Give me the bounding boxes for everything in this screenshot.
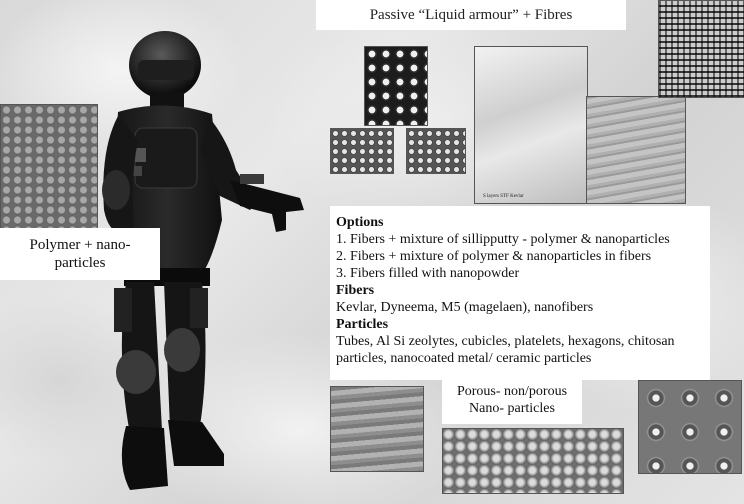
fibre-sem-image bbox=[586, 96, 686, 204]
woven-fabric-image bbox=[658, 0, 744, 98]
polymer-nanoparticles-label: Polymer + nano-particles bbox=[29, 237, 131, 271]
knee-pad bbox=[116, 350, 156, 394]
particle-layer-image-2 bbox=[406, 128, 466, 174]
title-box bbox=[316, 0, 626, 30]
options-heading: Options bbox=[336, 215, 384, 230]
nanoparticle-beads-image bbox=[442, 428, 624, 494]
options-text-box bbox=[330, 206, 710, 380]
fabric-caption: S layers STF Kevlar bbox=[483, 194, 524, 199]
particle-layer-image-1 bbox=[330, 128, 394, 174]
zeolite-structure-image bbox=[638, 380, 742, 474]
fibers-text: Kevlar, Dyneema, M5 (magelaen), nanofibers bbox=[336, 300, 594, 315]
nanoparticle-pebbles-image bbox=[0, 104, 98, 230]
knee-pad bbox=[164, 328, 200, 372]
particles-heading: Particles bbox=[336, 317, 389, 332]
polymer-nanoparticles-label-box bbox=[0, 228, 160, 280]
stf-kevlar-fabric-image bbox=[474, 46, 588, 204]
slide-title: Passive “Liquid armour” + Fibres bbox=[369, 6, 573, 23]
porous-label-line-2: Nano- particles bbox=[469, 401, 555, 416]
weapon bbox=[230, 180, 304, 232]
option-item-1: 1. Fibers + mixture of sillipputty - polymer & nanoparticles bbox=[336, 232, 670, 247]
particles-text-line-2: particles, nanocoated metal/ ceramic particles bbox=[336, 351, 592, 366]
fibers-heading: Fibers bbox=[336, 283, 375, 298]
layered-particle-image bbox=[330, 386, 424, 472]
particles-text-line-1: Tubes, Al Si zeolytes, cubicles, platelets, hexagons, chitosan bbox=[336, 334, 675, 349]
option-item-3: 3. Fibers filled with nanopowder bbox=[336, 266, 520, 281]
fiber-cross-section-image bbox=[364, 46, 428, 126]
porous-nanoparticles-label-box bbox=[442, 380, 582, 424]
porous-label-line-1: Porous- non/porous bbox=[456, 384, 568, 399]
option-item-2: 2. Fibers + mixture of polymer & nanoparticles in fibers bbox=[336, 249, 652, 264]
